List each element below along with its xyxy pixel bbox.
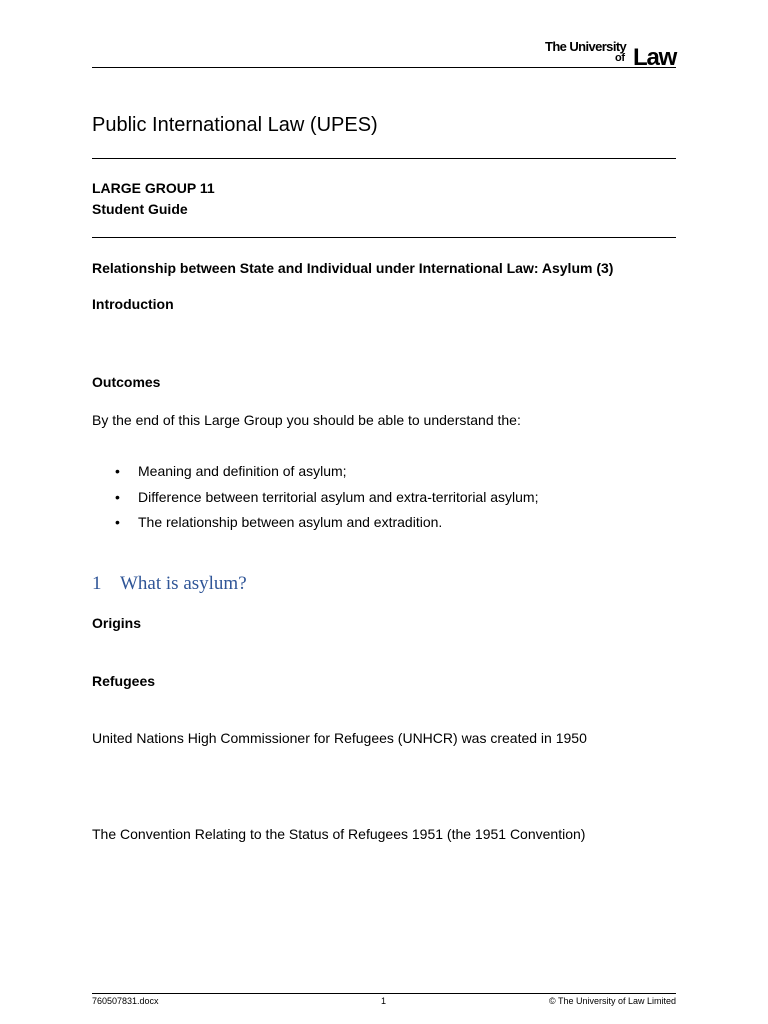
unhcr-paragraph: United Nations High Commissioner for Refugees (UNHCR) was created in 1950 (92, 730, 587, 746)
section-heading (92, 573, 247, 595)
section-number: 1 (92, 573, 102, 594)
document-title: Public International Law (UPES) (92, 114, 378, 136)
introduction-heading: Introduction (92, 296, 174, 312)
outcomes-intro: By the end of this Large Group you should be able to understand the: (92, 412, 521, 428)
group-label: LARGE GROUP 11 (92, 180, 215, 196)
logo-text-law: Law (633, 44, 677, 71)
section-title: What is asylum? (120, 573, 247, 594)
footer-copyright: © The University of Law Limited (548, 996, 676, 1006)
header-rule (92, 67, 676, 68)
bullet-icon: • (115, 514, 120, 530)
university-logo (545, 38, 677, 71)
origins-heading: Origins (92, 615, 142, 631)
guide-label: Student Guide (92, 201, 188, 217)
footer-page-number: 1 (381, 996, 387, 1006)
refugees-heading: Refugees (92, 673, 156, 689)
bullet-icon: • (115, 463, 120, 479)
outcome-item (115, 514, 442, 530)
footer-rule (92, 993, 676, 994)
footer-file-name: 760507831.docx (92, 996, 159, 1006)
outcome-item (115, 489, 538, 505)
outcome-text: Meaning and definition of asylum; (138, 463, 347, 479)
outcome-text: Difference between territorial asylum and extra-territorial asylum; (138, 489, 539, 505)
group-rule (92, 237, 676, 238)
outcome-item (115, 463, 347, 479)
topic-heading: Relationship between State and Individual under International Law: Asylum (3) (92, 260, 614, 276)
outcome-text: The relationship between asylum and extradition. (138, 514, 443, 530)
bullet-icon: • (115, 489, 120, 505)
convention-paragraph: The Convention Relating to the Status of Refugees 1951 (the 1951 Convention) (92, 826, 586, 842)
logo-text-university: The University (545, 39, 627, 54)
logo-text-of: of (615, 52, 625, 64)
outcomes-heading: Outcomes (92, 374, 161, 390)
title-rule (92, 158, 676, 159)
